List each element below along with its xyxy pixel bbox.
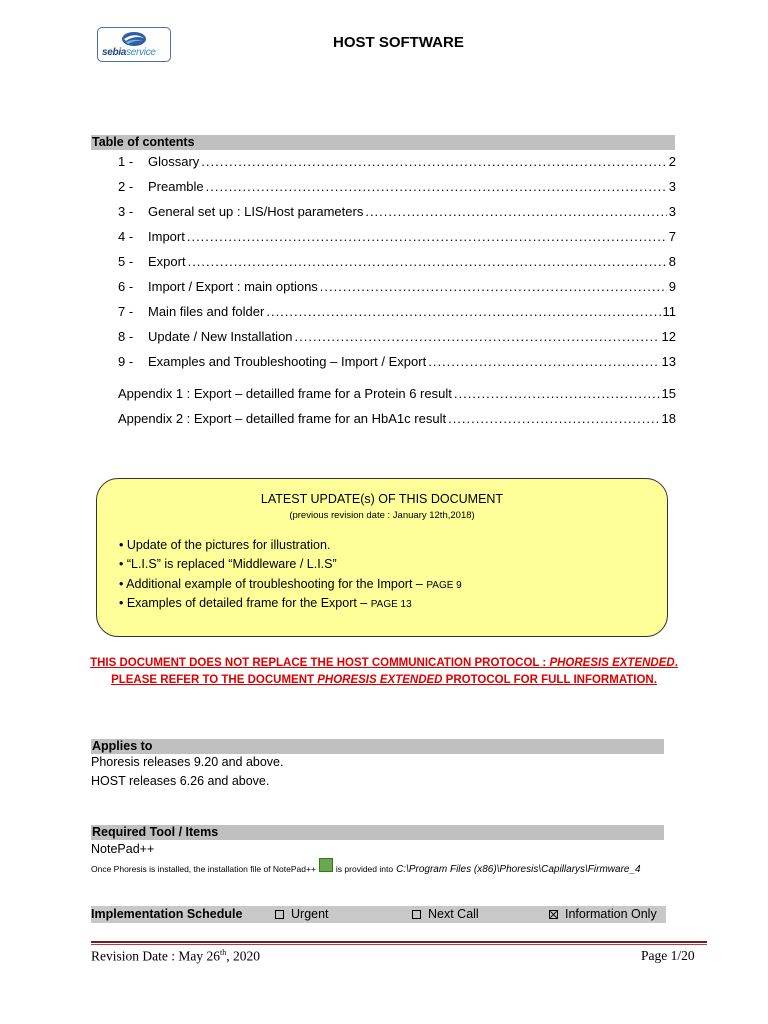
toc-item[interactable]: 1 - Glossary ..... 2 (118, 154, 676, 170)
toc-item[interactable]: 3 - General set up : LIS/Host parameters ..... 3 (118, 204, 676, 220)
required-tool-note: Once Phoresis is installed, the installation file of NotePad++ is provided into C:\Program Files (x86)\Phoresis\Capillarys\Firmware_4 (91, 862, 641, 876)
page-reference: PAGE 13 (370, 599, 412, 610)
required-tool-name: NotePad++ (91, 842, 155, 856)
toc-item[interactable]: 5 - Export ..... 8 (118, 254, 676, 270)
toc-item[interactable]: 2 - Preamble ..... 3 (118, 179, 676, 195)
checkbox-icon[interactable] (412, 910, 421, 919)
revision-date: Revision Date : May 26th, 2020 (91, 948, 260, 964)
option-information-only[interactable]: Information Only (549, 906, 657, 922)
updates-title: LATEST UPDATE(s) OF THIS DOCUMENT (260, 492, 504, 506)
install-path: C:\Program Files (x86)\Phoresis\Capillarys\Firmware_4 (396, 863, 641, 875)
applies-to-line: HOST releases 6.26 and above. (91, 774, 270, 788)
applies-to-bar (91, 739, 664, 754)
toc-item[interactable]: 7 - Main files and folder ..... 11 (118, 304, 676, 320)
sebia-service-logo (97, 27, 171, 62)
checked-checkbox-icon[interactable] (549, 910, 558, 919)
toc-appendix-item[interactable]: Appendix 2 : Export – detailled frame for an HbA1c result ..... 18 (118, 411, 676, 427)
footer-divider (91, 941, 707, 943)
toc-item[interactable]: 4 - Import ..... 7 (118, 229, 676, 245)
page-reference: PAGE 9 (426, 580, 462, 591)
applies-to-line: Phoresis releases 9.20 and above. (91, 755, 284, 769)
option-urgent[interactable]: Urgent (275, 906, 329, 922)
update-bullet: • Additional example of troubleshooting for the Import – PAGE 9 (119, 577, 462, 591)
update-bullet: • “L.I.S” is replaced “Middleware / L.I.S” (119, 557, 337, 571)
logo-swirl-icon (120, 30, 148, 48)
implementation-label: Implementation Schedule (91, 907, 243, 921)
toc-heading: Table of contents (92, 135, 195, 149)
footer-divider-thin (91, 944, 707, 945)
toc-appendix-item[interactable]: Appendix 1 : Export – detailled frame for a Protein 6 result ..... 15 (118, 386, 676, 402)
toc-item[interactable]: 9 - Examples and Troubleshooting – Import / Export ..... 13 (118, 354, 676, 370)
toc-item[interactable]: 8 - Update / New Installation ..... 12 (118, 329, 676, 345)
toc-item[interactable]: 6 - Import / Export : main options ..... 9 (118, 279, 676, 295)
checkbox-icon[interactable] (275, 910, 284, 919)
warning-line-2: PLEASE REFER TO THE DOCUMENT PHORESIS EXTENDED PROTOCOL FOR FULL INFORMATION. (111, 674, 657, 686)
toc-heading-bar (91, 135, 675, 150)
page-number: Page 1/20 (641, 948, 695, 963)
applies-to-heading: Applies to (92, 739, 153, 753)
required-tool-bar (91, 825, 664, 840)
logo-wordmark: sebiaservice (102, 47, 156, 58)
required-tool-heading: Required Tool / Items (92, 825, 219, 839)
option-next-call[interactable]: Next Call (412, 906, 479, 922)
update-bullet: • Examples of detailed frame for the Export – PAGE 13 (119, 596, 412, 610)
update-bullet: • Update of the pictures for illustration. (119, 538, 331, 552)
notepad-plus-plus-icon (319, 858, 333, 872)
warning-line-1: THIS DOCUMENT DOES NOT REPLACE THE HOST COMMUNICATION PROTOCOL : PHORESIS EXTENDED. (90, 657, 678, 669)
updates-subtitle: (previous revision date : January 12th,2018) (289, 510, 475, 521)
implementation-schedule (91, 906, 666, 922)
